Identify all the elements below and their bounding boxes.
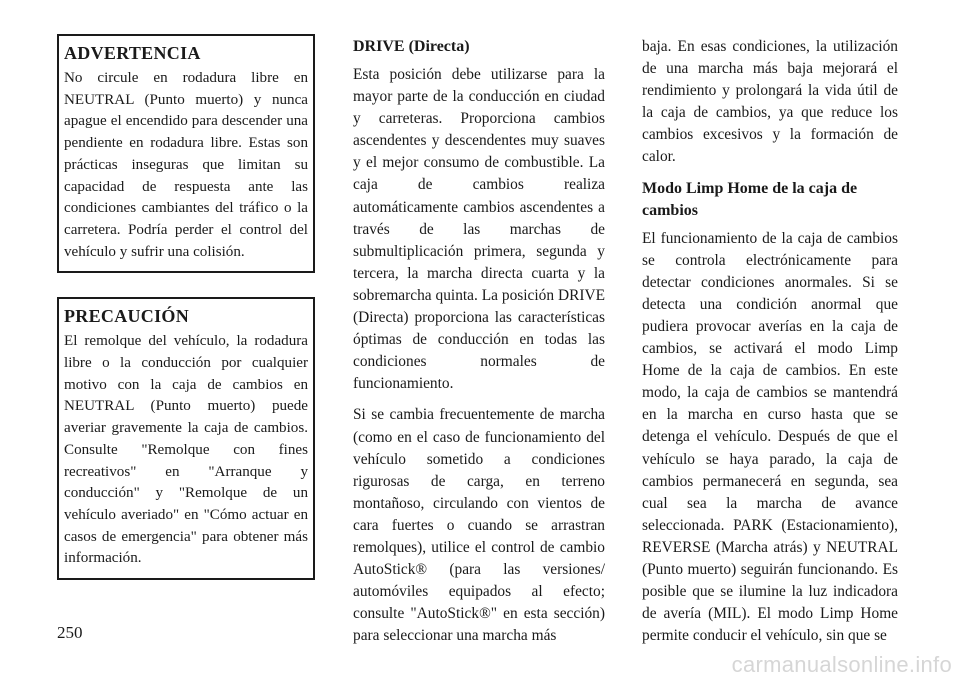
warning-text: No circule en rodadura libre en NEUTRAL (Punto muerto) y nunca apague el encendido para descender una pendiente en rodadura libre. Estas son prácticas inseguras que limitan su capacidad de respuesta ante las condiciones cambiantes del tráfico o la carretera. Podría perder el control del vehículo y sufrir una colisión.	[64, 70, 308, 260]
left-column	[57, 34, 315, 580]
warning-box	[57, 34, 315, 273]
caution-box	[57, 297, 315, 580]
caution-text: El remolque del vehículo, la rodadura libre o la conducción por cualquier motivo con la caja de cambios en NEUTRAL (Punto muerto) puede averiar gravemente la caja de cambios. Consulte "Remolque con fines recreativos" en "Arranque y conducción" y "Remolque de un vehículo averiado" en "Cómo actuar en casos de emergencia" para obtener más información.	[64, 333, 308, 567]
limp-home-paragraph: El funcionamiento de la caja de cambios se controla electrónicamente para detectar condiciones anormales. Si se detecta una condición anormal que pudiera provocar averías en la caja de cambios, se activará el modo Limp Home de la caja de cambios. En este modo, la caja de cambios se mantendrá en la marcha en curso hasta que se detenga el vehículo. Después de que el vehículo se haya parado, la caja de cambios permanecerá en segunda, sea cual sea la marcha de avance seleccionada. PARK (Estacionamiento), REVERSE (Marcha atrás) y NEUTRAL (Punto muerto) seguirán funcionando. Es posible que se ilumine la luz indicadora de avería (MIL). El modo Limp Home permite conducir el vehículo, sin que se	[642, 229, 898, 645]
page-number: 250	[57, 623, 83, 642]
drive-paragraph-1: Esta posición debe utilizarse para la mayor parte de la conducción en ciudad y carreteras. Proporciona cambios ascendentes y descendentes muy suaves y el mejor consumo de combustible. La caja de cambios realiza automáticamente cambios ascendentes a través de las marchas de submultiplicación primera, segunda y tercera, la marcha directa cuarta y la sobremarcha quinta. La posición DRIVE (Directa) proporciona las características óptimas de conducción en todas las condiciones normales de funcionamiento.	[353, 66, 605, 393]
site-watermark: carmanualsonline.info	[731, 652, 952, 677]
warning-title: ADVERTENCIA	[64, 43, 201, 63]
limp-home-heading: Modo Limp Home de la caja de cambios	[642, 179, 858, 219]
drive-heading: DRIVE (Directa)	[353, 38, 470, 55]
middle-column	[353, 36, 605, 656]
drive-paragraph-2: Si se cambia frecuentemente de marcha (como en el caso de funcionamiento del vehículo sometido a condiciones rigurosas de carga, en terreno montañoso, circulando con vientos de cara fuertes o cuando se arrastran remolques), utilice el control de cambio AutoStick® (para las versiones/ automóviles equipados al efecto; consulte "AutoStick®" en esta sección) para seleccionar una marcha más	[353, 406, 605, 645]
caution-title: PRECAUCIÓN	[64, 306, 190, 327]
continuation-paragraph: baja. En esas condiciones, la utilización de una marcha más baja mejorará el rendimiento y prolongará la vida útil de la caja de cambios, ya que reduce los cambios excesivos y la formación de calor.	[642, 38, 898, 166]
right-column	[642, 36, 898, 656]
